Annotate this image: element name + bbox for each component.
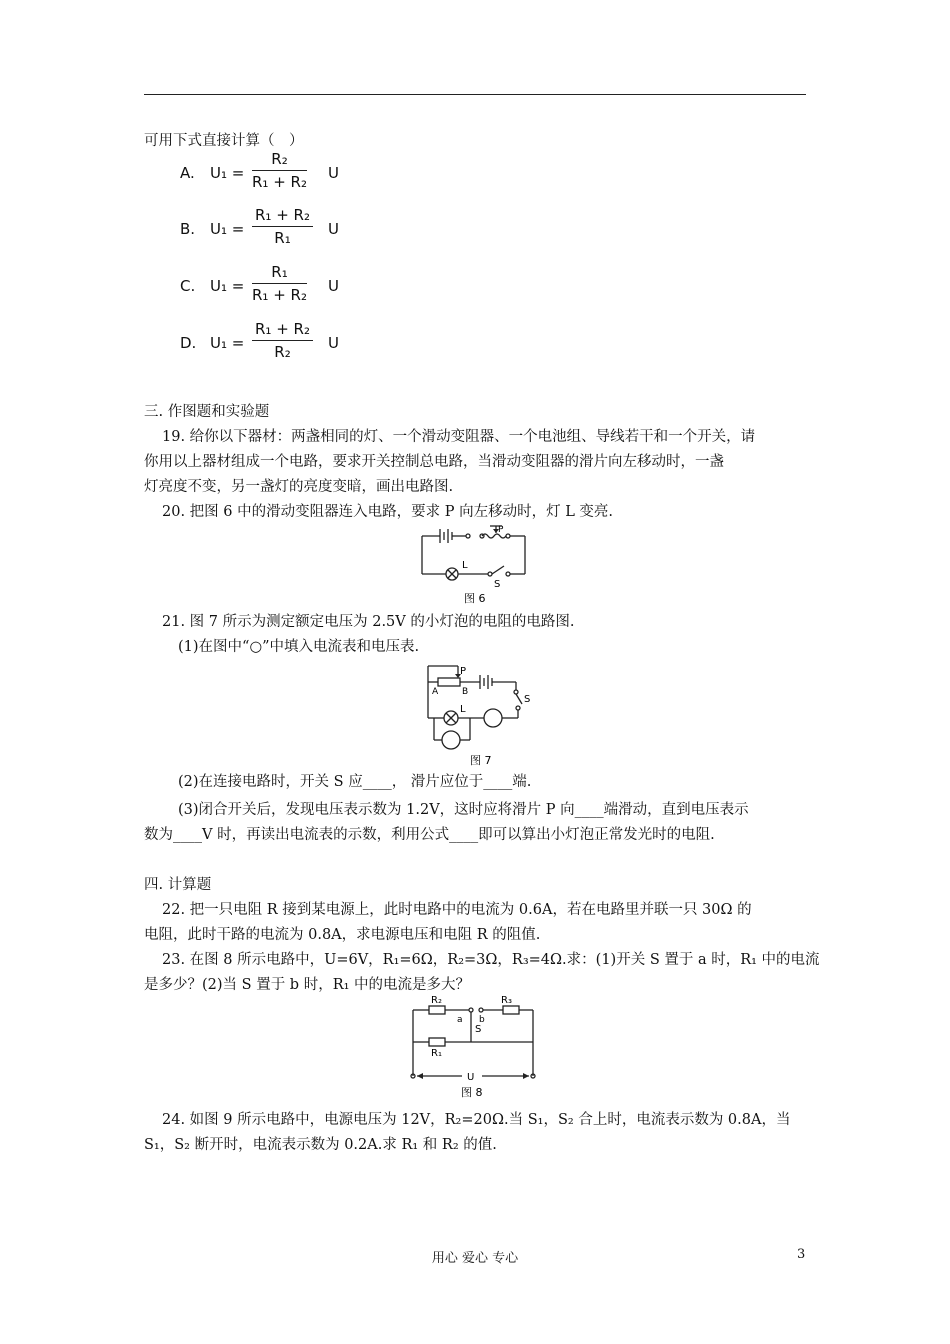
q19-line3: 灯亮度不变，另一盏灯的亮度变暗，画出电路图.: [144, 479, 454, 495]
fig8-label-u: U: [467, 1072, 475, 1083]
option-rhs: U: [328, 334, 339, 352]
figure-7: [422, 662, 552, 772]
header-rule: [144, 94, 806, 95]
fig7-label-p: P: [460, 666, 467, 677]
q21-sub2: (2)在连接电路时，开关 S 应____， 滑片应位于____端.: [178, 774, 532, 790]
q23-line1: 23. 在图 8 所示电路中，U=6V，R₁=6Ω，R₂=3Ω，R₃=4Ω.求：(1)开关 S 置于 a 时，R₁ 中的电流: [162, 952, 820, 968]
option-rhs: U: [328, 277, 339, 295]
q20-text: 20. 把图 6 中的滑动变阻器连入电路，要求 P 向左移动时，灯 L 变亮.: [162, 504, 614, 520]
page-footer: 用心 爱心 专心: [431, 1251, 519, 1266]
figure-6: [412, 524, 537, 610]
fig7-label-b: B: [462, 687, 469, 697]
q21-sub3b: 数为____V 时，再读出电流表的示数，利用公式____即可以算出小灯泡正常发光时的电阻.: [144, 827, 715, 843]
option-lhs: U₁ =: [210, 220, 245, 238]
q21-line1: 21. 图 7 所示为测定额定电压为 2.5V 的小灯泡的电阻的电路图.: [162, 614, 575, 630]
fig8-label-r2: R₂: [431, 995, 442, 1006]
fig7-caption: 图 7: [470, 754, 492, 767]
figure-8: [407, 992, 542, 1106]
fig6-label-s: S: [494, 579, 501, 590]
fig6-label-l: L: [462, 560, 468, 571]
fig7-label-l: L: [460, 704, 466, 715]
q22-line1: 22. 把一只电阻 R 接到某电源上，此时电路中的电流为 0.6A，若在电路里并联一只 30Ω 的: [162, 902, 752, 918]
denominator: R₁ + R₂: [252, 286, 307, 304]
fig8-caption: 图 8: [461, 1086, 483, 1099]
q19-line2: 你用以上器材组成一个电路，要求开关控制总电路，当滑动变阻器的滑片向左移动时，一盏: [144, 454, 724, 470]
numerator: R₂: [271, 150, 288, 168]
fraction: [252, 263, 307, 304]
fraction: [252, 320, 313, 361]
fig8-label-b: b: [479, 1015, 485, 1025]
fraction: [252, 206, 313, 247]
fig7-label-s: S: [524, 694, 531, 705]
q24-line2: S₁，S₂ 断开时，电流表示数为 0.2A.求 R₁ 和 R₂ 的值.: [144, 1137, 497, 1153]
q21-sub3a: (3)闭合开关后，发现电压表示数为 1.2V，这时应将滑片 P 向____端滑动，直到电压表示: [178, 802, 749, 818]
page-number: 3: [797, 1247, 806, 1262]
denominator: R₁ + R₂: [252, 173, 307, 191]
q19-line1: 19. 给你以下器材：两盏相同的灯、一个滑动变阻器、一个电池组、导线若干和一个开关，请: [162, 429, 756, 445]
fraction: [252, 150, 307, 191]
q22-line2: 电阻，此时干路的电流为 0.8A，求电源电压和电阻 R 的阻值.: [144, 927, 541, 943]
question-intro: 可用下式直接计算（ ）: [144, 133, 304, 149]
option-label: D.: [180, 334, 197, 352]
denominator: R₂: [274, 343, 291, 361]
q24-line1: 24. 如图 9 所示电路中，电源电压为 12V，R₂=20Ω.当 S₁，S₂ 合上时，电流表示数为 0.8A，当: [162, 1112, 791, 1128]
fig8-label-a: a: [457, 1015, 463, 1025]
section-title: 三. 作图题和实验题: [144, 404, 270, 420]
fig6-label-p: P: [498, 525, 504, 535]
fig7-label-a: A: [432, 687, 439, 697]
option-rhs: U: [328, 164, 339, 182]
section-title: 四. 计算题: [144, 877, 212, 893]
denominator: R₁: [274, 229, 291, 247]
q23-line2: 是多少？(2)当 S 置于 b 时，R₁ 中的电流是多大？: [144, 977, 471, 993]
fig6-caption: 图 6: [464, 592, 486, 605]
option-lhs: U₁ =: [210, 334, 245, 352]
fig8-label-s: S: [475, 1024, 482, 1035]
option-lhs: U₁ =: [210, 164, 245, 182]
option-rhs: U: [328, 220, 339, 238]
q21-sub1: (1)在图中“○”中填入电流表和电压表.: [178, 639, 420, 655]
option-label: B.: [180, 220, 196, 238]
fig8-label-r3: R₃: [501, 995, 512, 1006]
numerator: R₁: [271, 263, 288, 281]
option-label: A.: [180, 164, 195, 182]
option-label: C.: [180, 277, 196, 295]
fig8-label-r1: R₁: [431, 1048, 442, 1059]
option-lhs: U₁ =: [210, 277, 245, 295]
numerator: R₁ + R₂: [255, 206, 310, 224]
numerator: R₁ + R₂: [255, 320, 310, 338]
